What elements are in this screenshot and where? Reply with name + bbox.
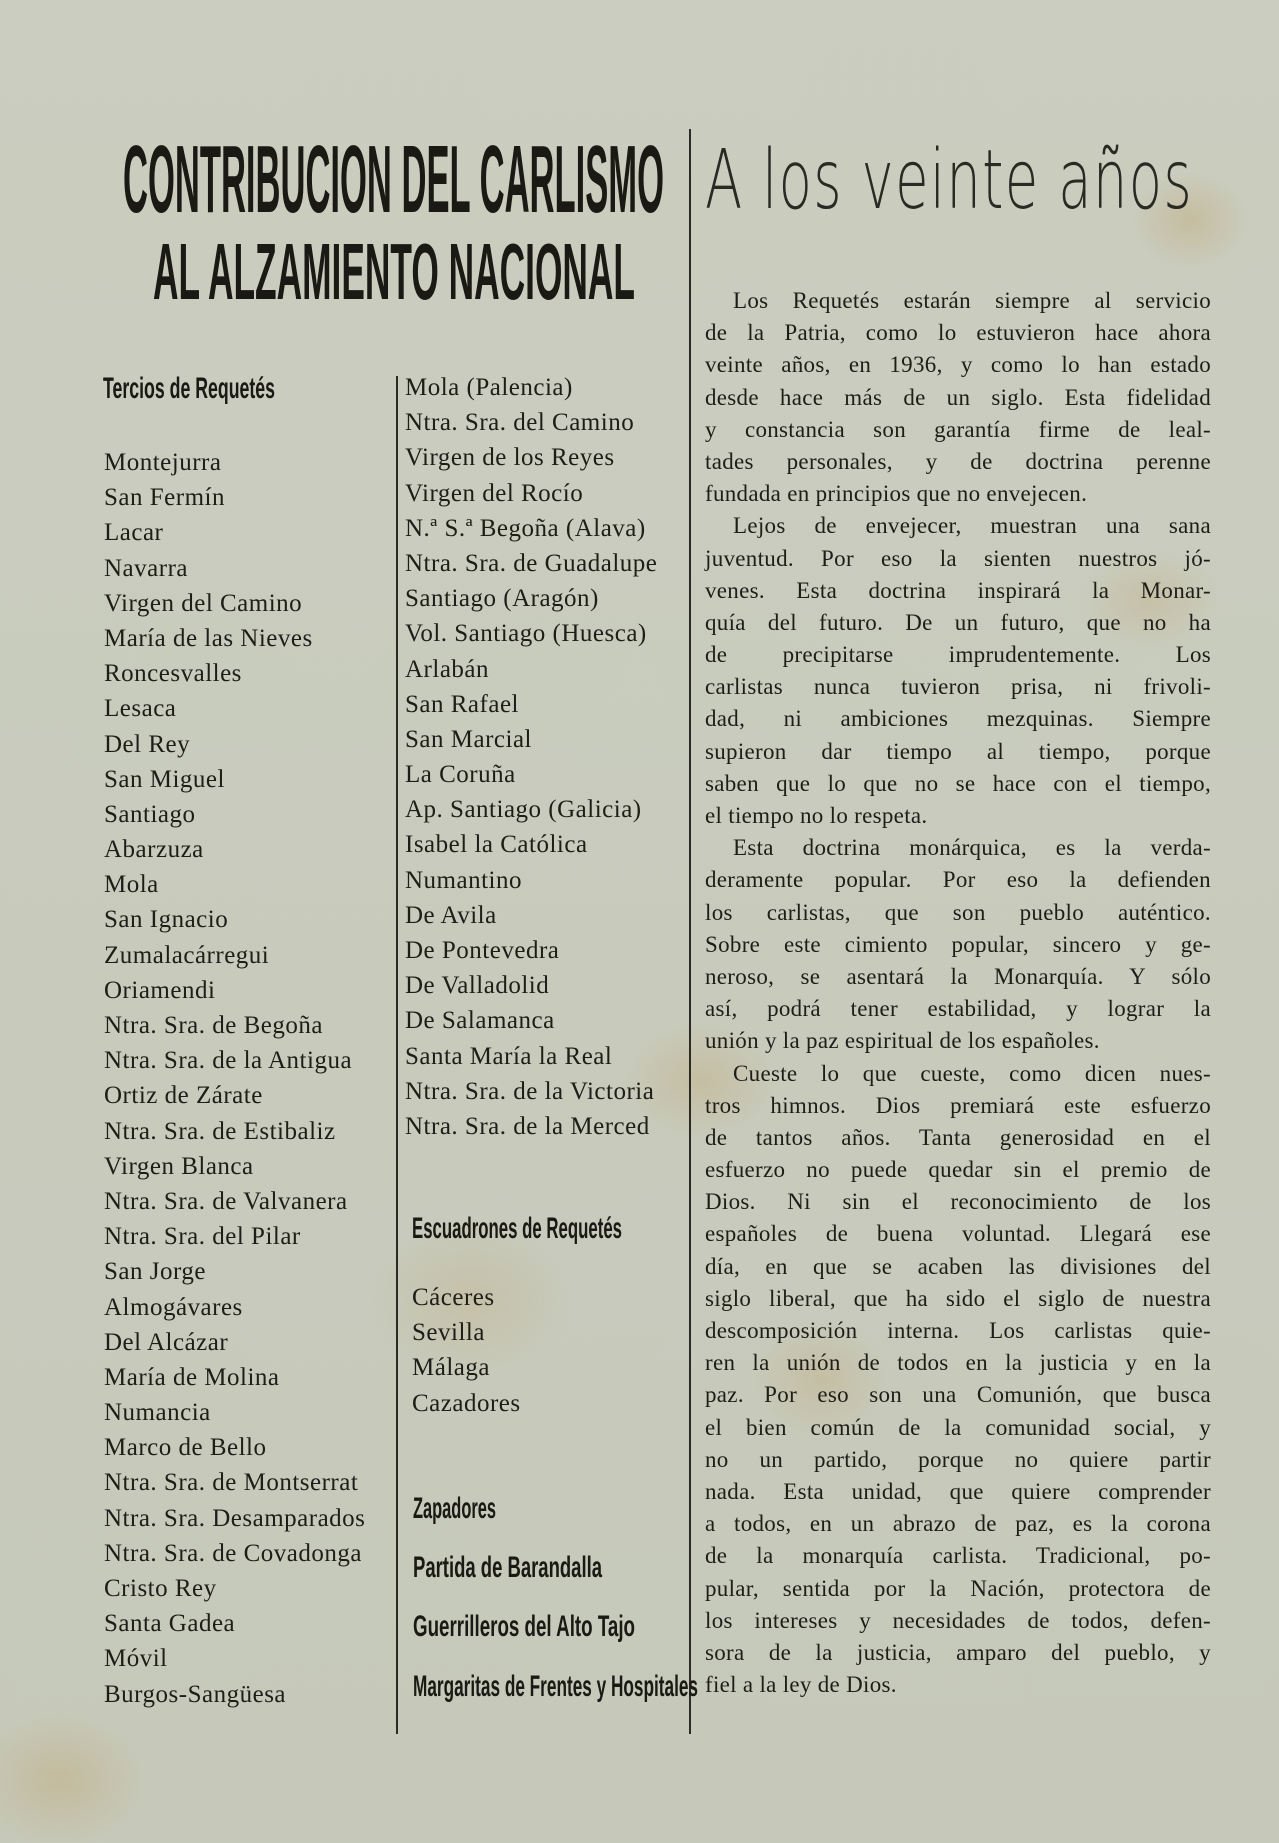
unit-text: Margaritas de Frentes y Hospitales: [413, 1670, 698, 1703]
list-item: La Coruña: [405, 761, 516, 789]
list-item: Ntra. Sra. del Camino: [405, 409, 635, 437]
text-line: [705, 1669, 1211, 1701]
text-line: [705, 607, 1211, 639]
text-line-content: día, en que se acaben las divisiones del: [705, 1253, 1211, 1279]
text-line-content: siglo liberal, que ha sido el siglo de nuestra: [705, 1285, 1211, 1311]
list-item: Navarra: [104, 554, 188, 582]
list-item: Ntra. Sra. de la Merced: [405, 1112, 650, 1140]
list-item: N.ª S.ª Begoña (Alava): [405, 514, 646, 542]
heading-line-1-text: CONTRIBUCION DEL CARLISMO: [123, 126, 664, 233]
text-line-content: los intereses y necesidades de todos, defen-: [705, 1607, 1211, 1633]
list-item: Arlabán: [405, 655, 490, 683]
list-item: Oriamendi: [104, 976, 216, 1004]
text-line-content: juventud. Por eso la sienten nuestros jó-: [705, 545, 1211, 571]
list-item: Santiago: [104, 800, 196, 828]
article-body: [705, 285, 1211, 1701]
text-line-content: españoles de buena voluntad. Llegará ese: [705, 1221, 1211, 1247]
text-line: [705, 349, 1211, 381]
list-item: Mola (Palencia): [405, 374, 573, 401]
text-line-content: dad, ni ambiciones mezquinas. Siempre: [705, 706, 1211, 732]
text-line: [705, 1154, 1211, 1186]
list-item: Virgen Blanca: [104, 1152, 254, 1180]
unit-partida-barandalla: [413, 1553, 720, 1583]
tercios-list-col1: [104, 445, 365, 1712]
text-line: [705, 285, 1211, 317]
list-item: Ntra. Sra. de Estibaliz: [104, 1117, 336, 1145]
tercios-list-col2: [405, 370, 657, 1144]
list-item: María de Molina: [104, 1363, 280, 1391]
text-line-content: deramente popular. Por eso la defienden: [705, 867, 1211, 893]
list-item: Virgen del Camino: [104, 589, 303, 617]
list-item: De Avila: [405, 901, 497, 929]
text-line: [705, 510, 1211, 542]
text-line: [705, 1315, 1211, 1347]
list-item: Ntra. Sra. de Covadonga: [104, 1539, 362, 1567]
list-item: Mola: [104, 871, 159, 899]
text-line-content: venes. Esta doctrina inspirará la Monar-: [705, 577, 1211, 603]
text-line: [705, 639, 1211, 671]
text-line-content: Los Requetés estarán siempre al servicio: [733, 288, 1211, 313]
text-line: [705, 929, 1211, 961]
list-item: De Valladolid: [405, 972, 550, 1000]
text-line: [705, 317, 1211, 349]
text-line: [705, 1605, 1211, 1637]
list-item: Ntra. Sra. de Guadalupe: [405, 549, 658, 577]
unit-text: Guerrilleros del Alto Tajo: [413, 1610, 635, 1643]
text-line: [705, 1058, 1211, 1090]
paragraph: [705, 1058, 1211, 1702]
list-item: Ap. Santiago (Galicia): [405, 796, 642, 824]
text-line-content: neroso, se asentará la Monarquía. Y sólo: [705, 963, 1211, 989]
list-item: Sevilla: [412, 1319, 485, 1347]
text-line: [705, 382, 1211, 414]
text-line: [705, 1573, 1211, 1605]
text-line-content: veinte años, en 1936, y como lo han estado: [705, 352, 1211, 378]
list-item: Santa Gadea: [104, 1610, 236, 1638]
text-line-content: de precipitarse imprudentemente. Los: [705, 642, 1211, 668]
escuadrones-list: [412, 1280, 521, 1421]
list-item: Ntra. Sra. de la Antigua: [104, 1047, 353, 1075]
text-line: [705, 575, 1211, 607]
text-line-content: así, podrá tener estabilidad, y lograr la: [705, 996, 1211, 1022]
list-item: Lacar: [104, 519, 164, 547]
text-line-content: ren la unión de todos en la justicia y en la: [705, 1350, 1211, 1376]
text-line: [705, 703, 1211, 735]
text-line: [705, 1444, 1211, 1476]
paragraph: [705, 510, 1211, 832]
paragraph: [705, 832, 1211, 1057]
list-item: Ntra. Sra. del Pilar: [104, 1223, 301, 1251]
text-line: [705, 1476, 1211, 1508]
text-line: [705, 832, 1211, 864]
list-item: San Miguel: [104, 765, 225, 793]
text-line: [705, 736, 1211, 768]
list-item: Ortiz de Zárate: [104, 1082, 263, 1110]
text-line-content: supieron dar tiempo al tiempo, porque: [705, 738, 1211, 764]
text-line-content: y constancia son garantía firme de leal-: [705, 416, 1211, 442]
text-line-content: unión y la paz espiritual de los españoles.: [705, 1028, 1100, 1054]
text-line-content: a todos, en un abrazo de paz, es la corona: [705, 1511, 1211, 1537]
text-line-content: Cueste lo que cueste, como dicen nues-: [733, 1060, 1211, 1086]
list-item: Lesaca: [104, 695, 177, 723]
text-line-content: sora de la justicia, amparo del pueblo, y: [705, 1639, 1211, 1665]
text-line-content: tros himnos. Dios premiará este esfuerzo: [705, 1092, 1211, 1118]
text-line-content: carlistas nunca tuvieron prisa, ni frivoli-: [705, 674, 1211, 700]
text-line: [705, 1090, 1211, 1122]
text-line-content: Lejos de envejecer, muestran una sana: [733, 513, 1211, 539]
text-line: [705, 993, 1211, 1025]
text-line: [705, 897, 1211, 929]
text-line: [705, 478, 1211, 510]
list-item: Ntra. Sra. de Begoña: [104, 1012, 323, 1039]
list-item: San Marcial: [405, 725, 532, 753]
column-divider: [689, 129, 691, 1734]
text-line: [705, 961, 1211, 993]
list-item: Burgos-Sangüesa: [104, 1680, 287, 1708]
text-line-content: quía del futuro. De un futuro, que no ha: [705, 609, 1211, 635]
list-item: Roncesvalles: [104, 660, 242, 688]
list-item: Numantino: [405, 866, 522, 894]
list-item: Almogávares: [104, 1293, 243, 1321]
list-item: De Pontevedra: [405, 937, 560, 964]
text-line: [705, 1379, 1211, 1411]
list-item: Cristo Rey: [104, 1575, 217, 1602]
text-line: [705, 1186, 1211, 1218]
list-item: Marco de Bello: [104, 1434, 267, 1462]
list-item: San Jorge: [104, 1258, 206, 1286]
list-item: Ntra. Sra. de la Victoria: [405, 1077, 655, 1105]
unit-text: Partida de Barandalla: [413, 1551, 602, 1584]
list-item: Málaga: [412, 1354, 490, 1382]
list-item: Ntra. Sra. de Montserrat: [104, 1469, 359, 1497]
list-divider: [396, 376, 398, 1734]
list-item: Ntra. Sra. de Valvanera: [104, 1187, 348, 1215]
article-title: [705, 133, 1279, 228]
tercios-heading: [103, 374, 394, 404]
text-line: [705, 800, 1211, 832]
list-item: Numancia: [104, 1399, 211, 1427]
list-item: Virgen de los Reyes: [405, 444, 615, 472]
text-line: [705, 1637, 1211, 1669]
text-line-content: saben que lo que no se hace con el tiempo,: [705, 770, 1211, 796]
text-line-content: descomposición interna. Los carlistas quie-: [705, 1318, 1211, 1343]
list-item: Del Rey: [104, 730, 191, 758]
list-item: Cazadores: [412, 1389, 521, 1417]
list-item: Isabel la Católica: [405, 831, 588, 859]
text-line: [705, 1540, 1211, 1572]
paragraph: [705, 285, 1211, 510]
unit-text: Zapadores: [413, 1492, 496, 1525]
text-line: [705, 1251, 1211, 1283]
list-item: Santa María la Real: [405, 1042, 613, 1070]
text-line-content: tades personales, y de doctrina perenne: [705, 448, 1211, 474]
text-line: [705, 1283, 1211, 1315]
text-line: [705, 543, 1211, 575]
text-line: [705, 864, 1211, 896]
text-line: [705, 1025, 1211, 1057]
text-line: [705, 414, 1211, 446]
text-line-content: de la Patria, como lo estuvieron hace ahora: [705, 320, 1211, 346]
list-item: Móvil: [104, 1645, 168, 1673]
list-item: San Ignacio: [104, 906, 229, 934]
list-item: María de las Nieves: [104, 624, 313, 652]
list-item: Vol. Santiago (Huesca): [405, 620, 647, 648]
text-line: [705, 1122, 1211, 1154]
text-line-content: de tantos años. Tanta generosidad en el: [705, 1124, 1211, 1150]
list-item: Cáceres: [412, 1284, 495, 1311]
list-item: San Fermín: [104, 484, 225, 512]
text-line-content: fundada en principios que no envejecen.: [705, 481, 1088, 507]
heading-line-2-text: AL ALZAMIENTO NACIONAL: [153, 227, 635, 316]
list-item: De Salamanca: [405, 1007, 555, 1035]
text-line: [705, 768, 1211, 800]
text-line: [705, 1412, 1211, 1444]
list-item: Virgen del Rocío: [405, 479, 584, 507]
text-line-content: paz. Por eso son una Comunión, que busca: [705, 1382, 1211, 1408]
list-item: Ntra. Sra. Desamparados: [104, 1504, 366, 1532]
text-line-content: nada. Esta unidad, que quiere comprender: [705, 1478, 1211, 1504]
escuadrones-heading-text: Escuadrones de Requetés: [412, 1212, 622, 1245]
list-item: San Rafael: [405, 690, 519, 718]
text-line-content: no un partido, porque no quiere partir: [705, 1446, 1211, 1472]
text-line-content: desde hace más de un siglo. Esta fidelidad: [705, 384, 1211, 410]
text-line-content: los carlistas, que son pueblo auténtico.: [705, 899, 1211, 925]
text-line-content: de la monarquía carlista. Tradicional, po-: [705, 1543, 1211, 1569]
text-line: [705, 1218, 1211, 1250]
list-item: Zumalacárregui: [104, 941, 270, 969]
text-line-content: fiel a la ley de Dios.: [705, 1672, 897, 1698]
list-item: Abarzuza: [104, 836, 204, 864]
text-line: [705, 446, 1211, 478]
text-line-content: Dios. Ni sin el reconocimiento de los: [705, 1189, 1211, 1215]
tercios-heading-text: Tercios de Requetés: [103, 372, 275, 405]
text-line-content: pular, sentida por la Nación, protectora de: [705, 1575, 1211, 1601]
list-item: Del Alcázar: [104, 1328, 229, 1356]
text-line: [705, 1347, 1211, 1379]
text-line-content: Esta doctrina monárquica, es la verda-: [733, 835, 1211, 861]
text-line-content: esfuerzo no puede quedar sin el premio de: [705, 1157, 1211, 1183]
list-item: Santiago (Aragón): [405, 585, 599, 613]
text-line-content: Sobre este cimiento popular, sincero y ge-: [705, 931, 1211, 957]
unit-zapadores: [413, 1494, 565, 1524]
text-line-content: el bien común de la comunidad social, y: [705, 1414, 1211, 1440]
text-line: [705, 1508, 1211, 1540]
list-item: Montejurra: [104, 449, 222, 476]
text-line: [705, 671, 1211, 703]
text-line-content: el tiempo no lo respeta.: [705, 803, 928, 828]
article-title-text: A los veinte años: [705, 133, 1193, 228]
